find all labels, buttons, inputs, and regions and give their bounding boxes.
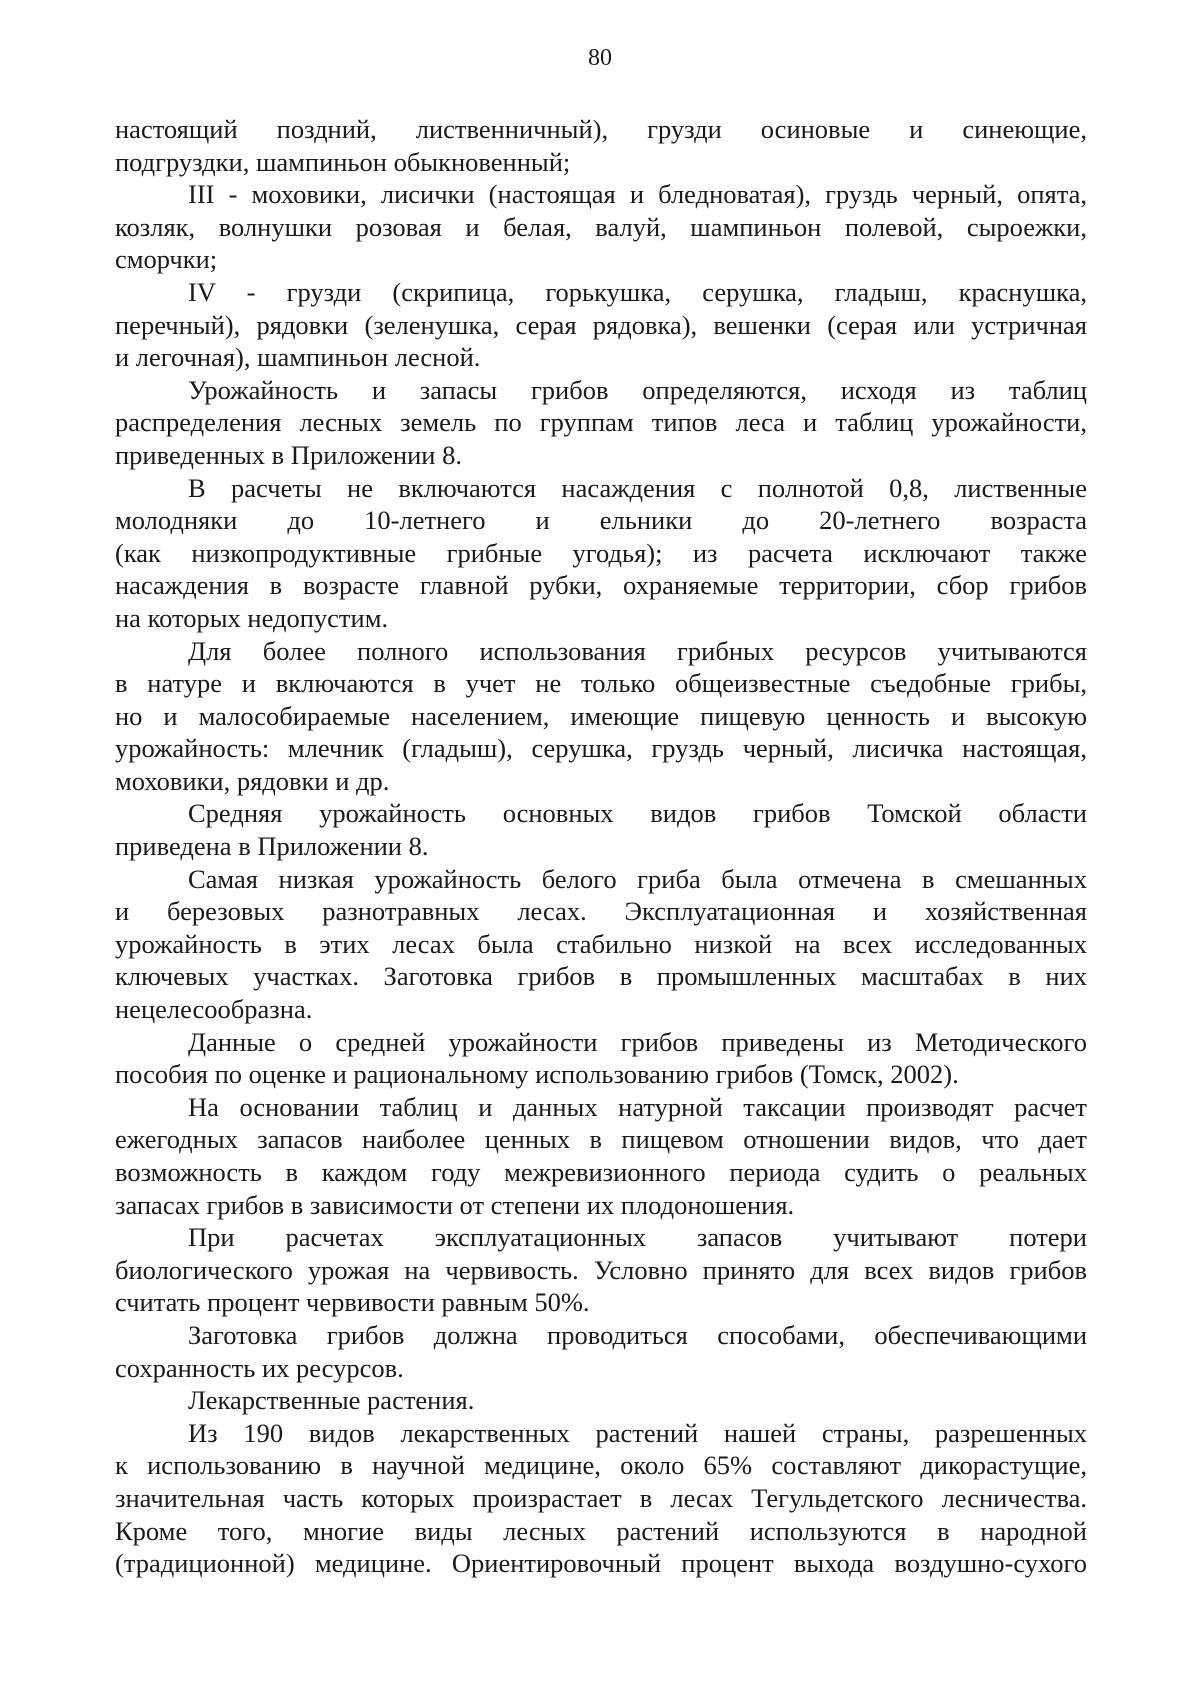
paragraph [115,863,1087,1026]
text-line: насаждения в возрасте главной рубки, охраняемые территории, сбор грибов [115,570,1087,601]
paragraph [115,797,1087,862]
text-line: настоящий поздний, лиственничный), грузди осиновые и синеющие, [115,114,1087,144]
text-line: распределения лесных земель по группам типов леса и таблиц урожайности, [115,407,1087,438]
text-line: На основании таблиц и данных натурной таксации производят расчет [188,1091,1087,1122]
text-line: урожайность в этих лесах была стабильно низкой на всех исследованных [115,928,1087,959]
paragraph [115,1026,1087,1091]
text-line: козляк, волнушки розовая и белая, валуй, шампиньон полевой, сыроежки, [115,211,1087,242]
text-line: и березовых разнотравных лесах. Эксплуатационная и хозяйственная [115,896,1087,927]
paragraph [115,1384,1087,1417]
text-line: моховики, рядовки и др. [115,765,390,796]
text-line: IV - грузди (скрипица, горькушка, серушка, гладыш, краснушка, [188,276,1087,307]
text-line: и легочная), шампиньон лесной. [115,342,481,373]
text-line: нецелесообразна. [115,994,313,1025]
text-line: возможность в каждом году межревизионного периода судить о реальных [115,1157,1087,1187]
text-line: Для более полного использования грибных ресурсов учитываются [188,635,1087,666]
paragraph [115,635,1087,798]
text-line: к использованию в научной медицине, около 65% составляют дикорастущие, [115,1450,1087,1481]
text-line: в натуре и включаются в учет не только общеизвестные съедобные грибы, [115,668,1087,699]
text-line: биологического урожая на червивость. Условно принято для всех видов грибов [115,1254,1087,1285]
text-line: Средняя урожайность основных видов грибов Томской области [188,798,1087,829]
text-line: сохранность их ресурсов. [115,1352,404,1383]
paragraph [115,1319,1087,1384]
paragraph [115,1221,1087,1319]
text-line: запасах грибов в зависимости от степени их плодоношения. [115,1189,795,1220]
text-line: (традиционной) медицине. Ориентировочный процент выхода воздушно-сухого [115,1548,1087,1579]
text-line: но и малособираемые населением, имеющие пищевую ценность и высокую [115,700,1087,731]
text-line: подгруздки, шампиньон обыкновенный; [115,146,571,177]
paragraph [115,276,1087,374]
body-text [115,113,1087,1580]
text-line: перечный), рядовки (зеленушка, серая рядовка), вешенки (серая или устричная [115,309,1087,340]
text-line: урожайность: млечник (гладыш), серушка, груздь черный, лисичка настоящая, [115,733,1087,764]
page-number: 80 [588,45,612,71]
text-line: считать процент червивости равным 50%. [115,1287,590,1318]
text-line: Заготовка грибов должна проводиться способами, обеспечивающими [188,1319,1087,1350]
text-line: ключевых участках. Заготовка грибов в промышленных масштабах в них [115,961,1087,992]
paragraph [115,1417,1087,1580]
text-line: на которых недопустим. [115,602,389,633]
paragraph [115,374,1087,472]
paragraph [115,472,1087,635]
text-line: значительная часть которых произрастает в лесах Тегульдетского лесничества. [115,1482,1087,1513]
text-line: молодняки до 10-летнего и ельники до 20-летнего возраста [115,505,1087,536]
text-line: (как низкопродуктивные грибные угодья); из расчета исключают также [115,537,1087,568]
text-line: Кроме того, многие виды лесных растений используются в народной [115,1515,1087,1546]
text-line: Лекарственные растения. [188,1385,475,1416]
text-line: В расчеты не включаются насаждения с полнотой 0,8, лиственные [188,472,1087,503]
paragraph [115,113,1087,178]
text-line: сморчки; [115,244,218,275]
paragraph [115,1091,1087,1221]
text-line: III - моховики, лисички (настоящая и бледноватая), груздь черный, опята, [188,179,1087,210]
text-line: Урожайность и запасы грибов определяются, исходя из таблиц [188,374,1087,405]
text-line: Из 190 видов лекарственных растений нашей страны, разрешенных [188,1417,1087,1448]
text-line: пособия по оценке и рациональному использованию грибов (Томск, 2002). [115,1059,959,1090]
text-line: приведена в Приложении 8. [115,831,429,862]
text-line: Самая низкая урожайность белого гриба была отмечена в смешанных [188,863,1087,894]
paragraph [115,178,1087,276]
text-line: Данные о средней урожайности грибов приведены из Методического [188,1026,1087,1057]
text-line: приведенных в Приложении 8. [115,439,462,470]
text-line: При расчетах эксплуатационных запасов учитывают потери [188,1222,1087,1253]
text-line: ежегодных запасов наиболее ценных в пищевом отношении видов, что дает [115,1124,1087,1155]
